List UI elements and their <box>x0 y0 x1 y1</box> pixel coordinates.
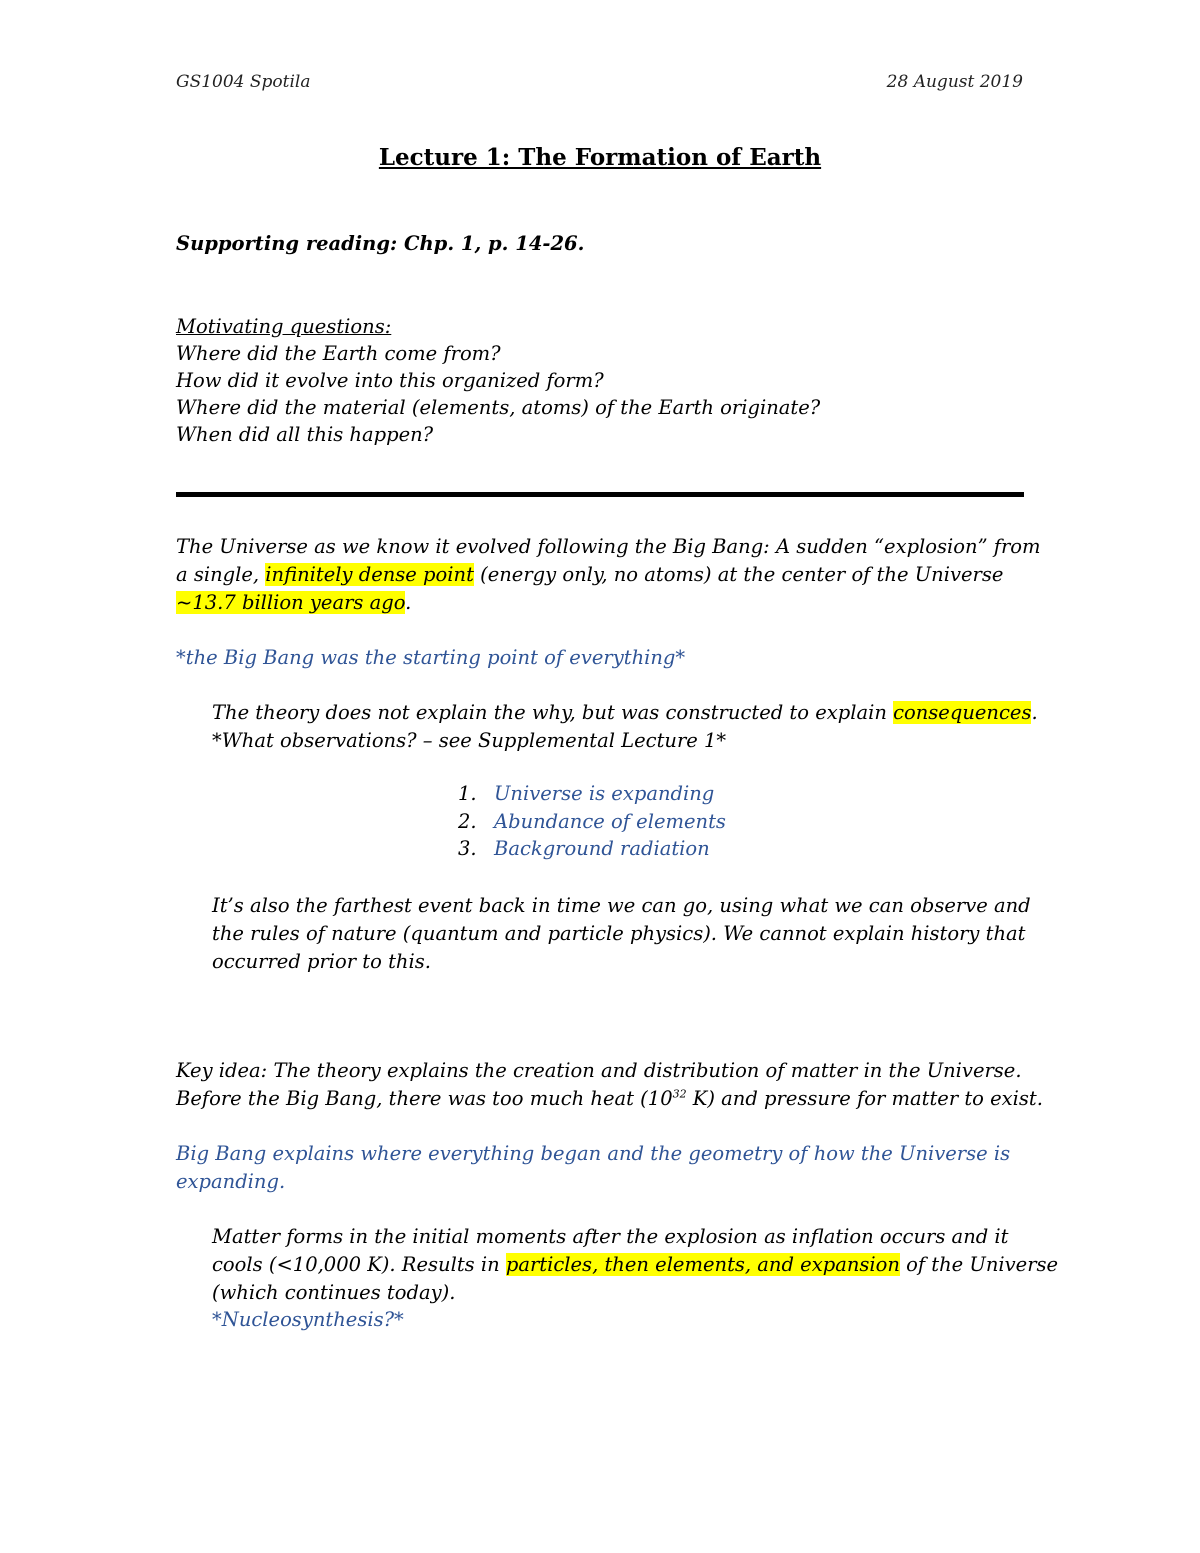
list-text: Universe is expanding <box>494 782 715 805</box>
question-item: Where did the Earth come from? <box>176 342 501 365</box>
highlight-age: ~13.7 billion years ago <box>176 591 406 614</box>
list-number: 3. <box>458 837 477 860</box>
section-divider <box>176 492 1024 497</box>
highlight-dense-point: infinitely dense point <box>265 563 474 586</box>
key-idea-text: K) and pressure for matter to exist. <box>686 1087 1043 1110</box>
theory-text: The theory does not explain the why, but was constructed to explain <box>212 701 894 724</box>
big-bang-para-line: The Universe as we know it evolved following the Big Bang: A sudden “explosion” from <box>176 535 1041 558</box>
matter-para-line: (which continues today). <box>212 1281 456 1304</box>
question-item: When did all this happen? <box>176 423 434 446</box>
header-date: 28 August 2019 <box>886 72 1023 92</box>
matter-text: cools (<10,000 K). Results in <box>212 1253 506 1276</box>
question-item: Where did the material (elements, atoms) of the Earth originate? <box>176 396 821 419</box>
geometry-note-line: expanding. <box>176 1170 286 1193</box>
list-number: 2. <box>458 810 477 833</box>
matter-para-line: Matter forms in the initial moments after the explosion as inflation occurs and it <box>212 1225 1009 1248</box>
theory-para-line <box>212 699 1038 727</box>
question-item: How did it evolve into this organized form? <box>176 369 604 392</box>
geometry-note-line: Big Bang explains where everything began and the geometry of how the Universe is <box>176 1142 1011 1165</box>
farthest-para-line: occurred prior to this. <box>212 950 431 973</box>
list-text: Abundance of elements <box>494 810 726 833</box>
matter-text: of the Universe <box>899 1253 1059 1276</box>
highlight-consequences: consequences <box>893 701 1032 724</box>
starting-point-note: *the Big Bang was the starting point of everything* <box>176 646 686 669</box>
nucleosynthesis-note: *Nucleosynthesis?* <box>212 1308 404 1331</box>
motivating-heading: Motivating questions: <box>176 315 392 338</box>
header-course: GS1004 Spotila <box>176 72 311 92</box>
page-title: Lecture 1: The Formation of Earth <box>378 144 822 171</box>
key-idea-line: Key idea: The theory explains the creation and distribution of matter in the Universe. <box>176 1059 1022 1082</box>
key-idea-line <box>176 1085 1043 1113</box>
farthest-para-line: It’s also the farthest event back in time we can go, using what we can observe and <box>212 894 1031 917</box>
list-text: Background radiation <box>494 837 710 860</box>
big-bang-text: . <box>405 591 412 614</box>
key-idea-text: Before the Big Bang, there was too much heat (10 <box>176 1087 673 1110</box>
supporting-reading: Supporting reading: Chp. 1, p. 14-26. <box>176 232 585 255</box>
big-bang-text: a single, <box>176 563 266 586</box>
big-bang-para-line <box>176 561 1003 589</box>
highlight-particles: particles, then elements, and expansion <box>505 1253 900 1276</box>
exponent: 32 <box>672 1087 687 1101</box>
list-number: 1. <box>458 782 477 805</box>
big-bang-para-line <box>176 589 411 617</box>
matter-para-line <box>212 1251 1058 1279</box>
theory-text: . <box>1031 701 1038 724</box>
farthest-para-line: the rules of nature (quantum and particle physics). We cannot explain history that <box>212 922 1026 945</box>
big-bang-text: (energy only, no atoms) at the center of the Universe <box>473 563 1004 586</box>
observations-reference: *What observations? – see Supplemental Lecture 1* <box>212 729 727 752</box>
